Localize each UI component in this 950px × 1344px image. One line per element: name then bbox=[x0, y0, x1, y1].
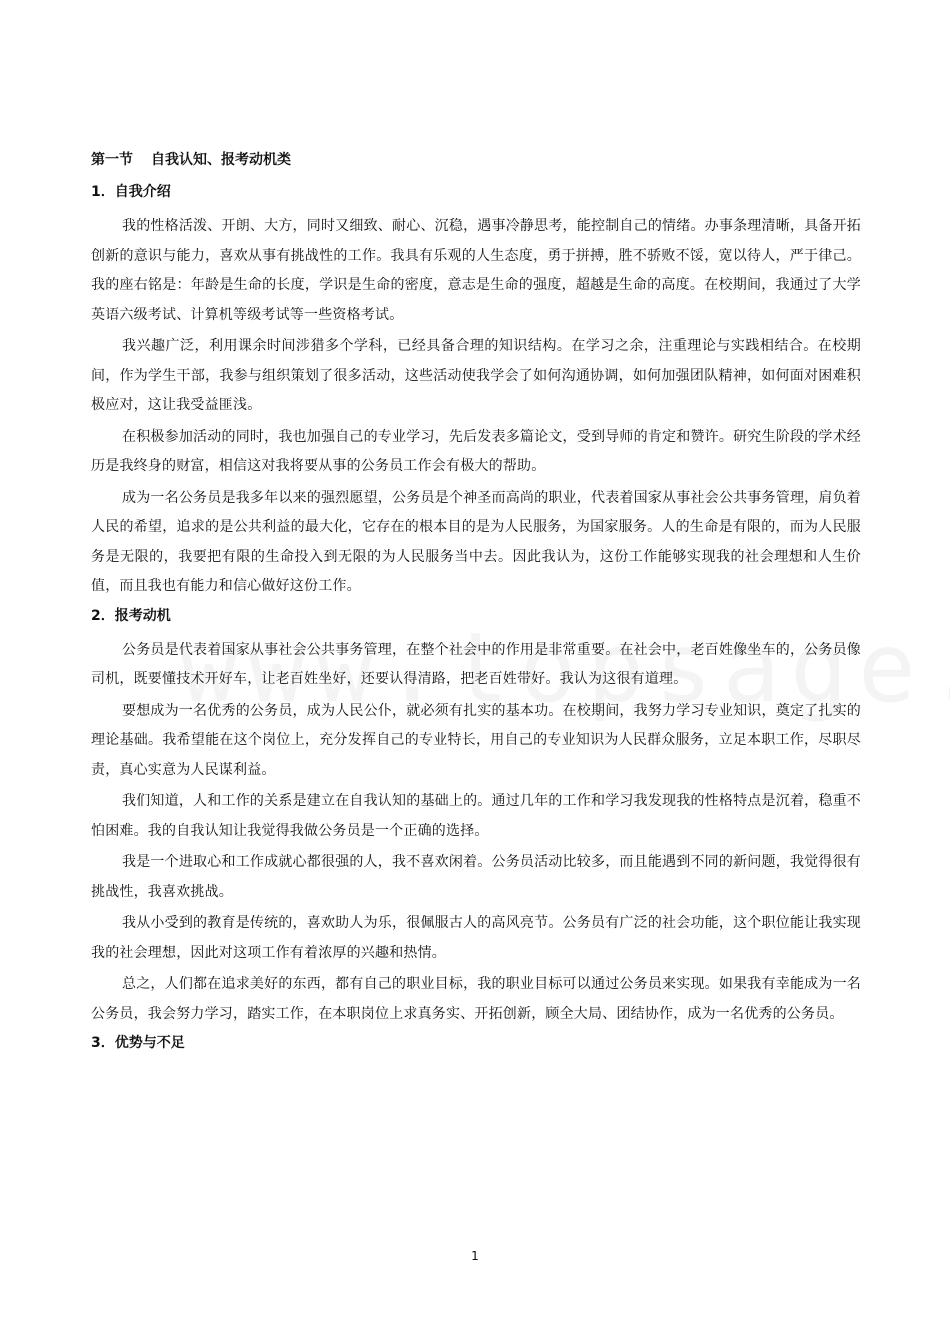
paragraph: 我兴趣广泛，利用课余时间涉猎多个学科，已经具备合理的知识结构。在学习之余，注重理论与实践相结合。在校期间，作为学生干部，我参与组织策划了很多活动，这些活动使我学会了如何沟通协调，如何加强团队精神，如何面对困难积极应对，这让我受益匪浅。 bbox=[91, 338, 861, 413]
paragraph: 要想成为一名优秀的公务员，成为人民公仆，就必须有扎实的基本功。在校期间，我努力学习专业知识，奠定了扎实的理论基础。我希望能在这个岗位上，充分发挥自己的专业特长，用自己的专业知识为人民群众服务，立足本职工作，尽职尽责，真心实意为人民谋利益。 bbox=[91, 702, 861, 778]
section-heading-self-introduction: 1．自我介绍 bbox=[91, 184, 171, 200]
paragraph: 我们知道，人和工作的关系是建立在自我认知的基础上的。通过几年的工作和学习我发现我的性格特点是沉着，稳重不怕困难。我的自我认知让我觉得我做公务员是一个正确的选择。 bbox=[91, 793, 861, 839]
chapter-prefix: 第一节 bbox=[91, 152, 133, 168]
paragraph: 公务员是代表着国家从事社会公共事务管理，在整个社会中的作用是非常重要。在社会中，老百姓像坐车的，公务员像司机，既要懂技术开好车，让老百姓坐好，还要认得清路，把老百姓带好。我认为这很有道理。 bbox=[91, 641, 861, 687]
paragraph: 总之，人们都在追求美好的东西，都有自己的职业目标，我的职业目标可以通过公务员来实现。如果我有幸能成为一名公务员，我会努力学习，踏实工作，在本职岗位上求真务实、开拓创新，顾全大局、团结协作，成为一名优秀的公务员。 bbox=[91, 976, 861, 1022]
chapter-name: 自我认知、报考动机类 bbox=[151, 152, 291, 168]
paragraph: 我的性格活泼、开朗、大方，同时又细致、耐心、沉稳，遇事冷静思考，能控制自己的情绪。办事条理清晰，具备开拓创新的意识与能力，喜欢从事有挑战性的工作。我具有乐观的人生态度，勇于拼搏，胜不骄败不馁，宽以待人，严于律己。我的座右铭是：年龄是生命的长度，学识是生命的密度，意志是生命的强度，超越是生命的高度。在校期间，我通过了大学英语六级考试、计算机等级考试等一些资格考试。 bbox=[91, 218, 861, 323]
paragraph: 我是一个进取心和工作成就心都很强的人，我不喜欢闲着。公务员活动比较多，而且能遇到不同的新问题，我觉得很有挑战性，我喜欢挑战。 bbox=[91, 854, 861, 900]
chapter-title bbox=[91, 148, 861, 172]
document-body bbox=[91, 148, 861, 1063]
section-heading-motivation: 2．报考动机 bbox=[91, 607, 171, 624]
section-heading-strengths-weaknesses: 3．优势与不足 bbox=[91, 1035, 185, 1051]
page-number: 1 bbox=[471, 1249, 479, 1263]
paragraph: 在积极参加活动的同时，我也加强自己的专业学习，先后发表多篇论文，受到导师的肯定和赞许。研究生阶段的学术经历是我终身的财富，相信这对我将要从事的公务员工作会有极大的帮助。 bbox=[91, 428, 861, 474]
paragraph: 我从小受到的教育是传统的，喜欢助人为乐，很佩服古人的高风亮节。公务员有广泛的社会功能，这个职位能让我实现我的社会理想，因此对这项工作有着浓厚的兴趣和热情。 bbox=[91, 915, 861, 961]
paragraph: 成为一名公务员是我多年以来的强烈愿望，公务员是个神圣而高尚的职业，代表着国家从事社会公共事务管理，肩负着人民的希望，追求的是公共利益的最大化，它存在的根本目的是为人民服务，为国家服务。人的生命是有限的，而为人民服务是无限的，我要把有限的生命投入到无限的为人民服务当中去。因此我认为，这份工作能够实现我的社会理想和人生价值，而且我也有能力和信心做好这份工作。 bbox=[91, 489, 861, 594]
